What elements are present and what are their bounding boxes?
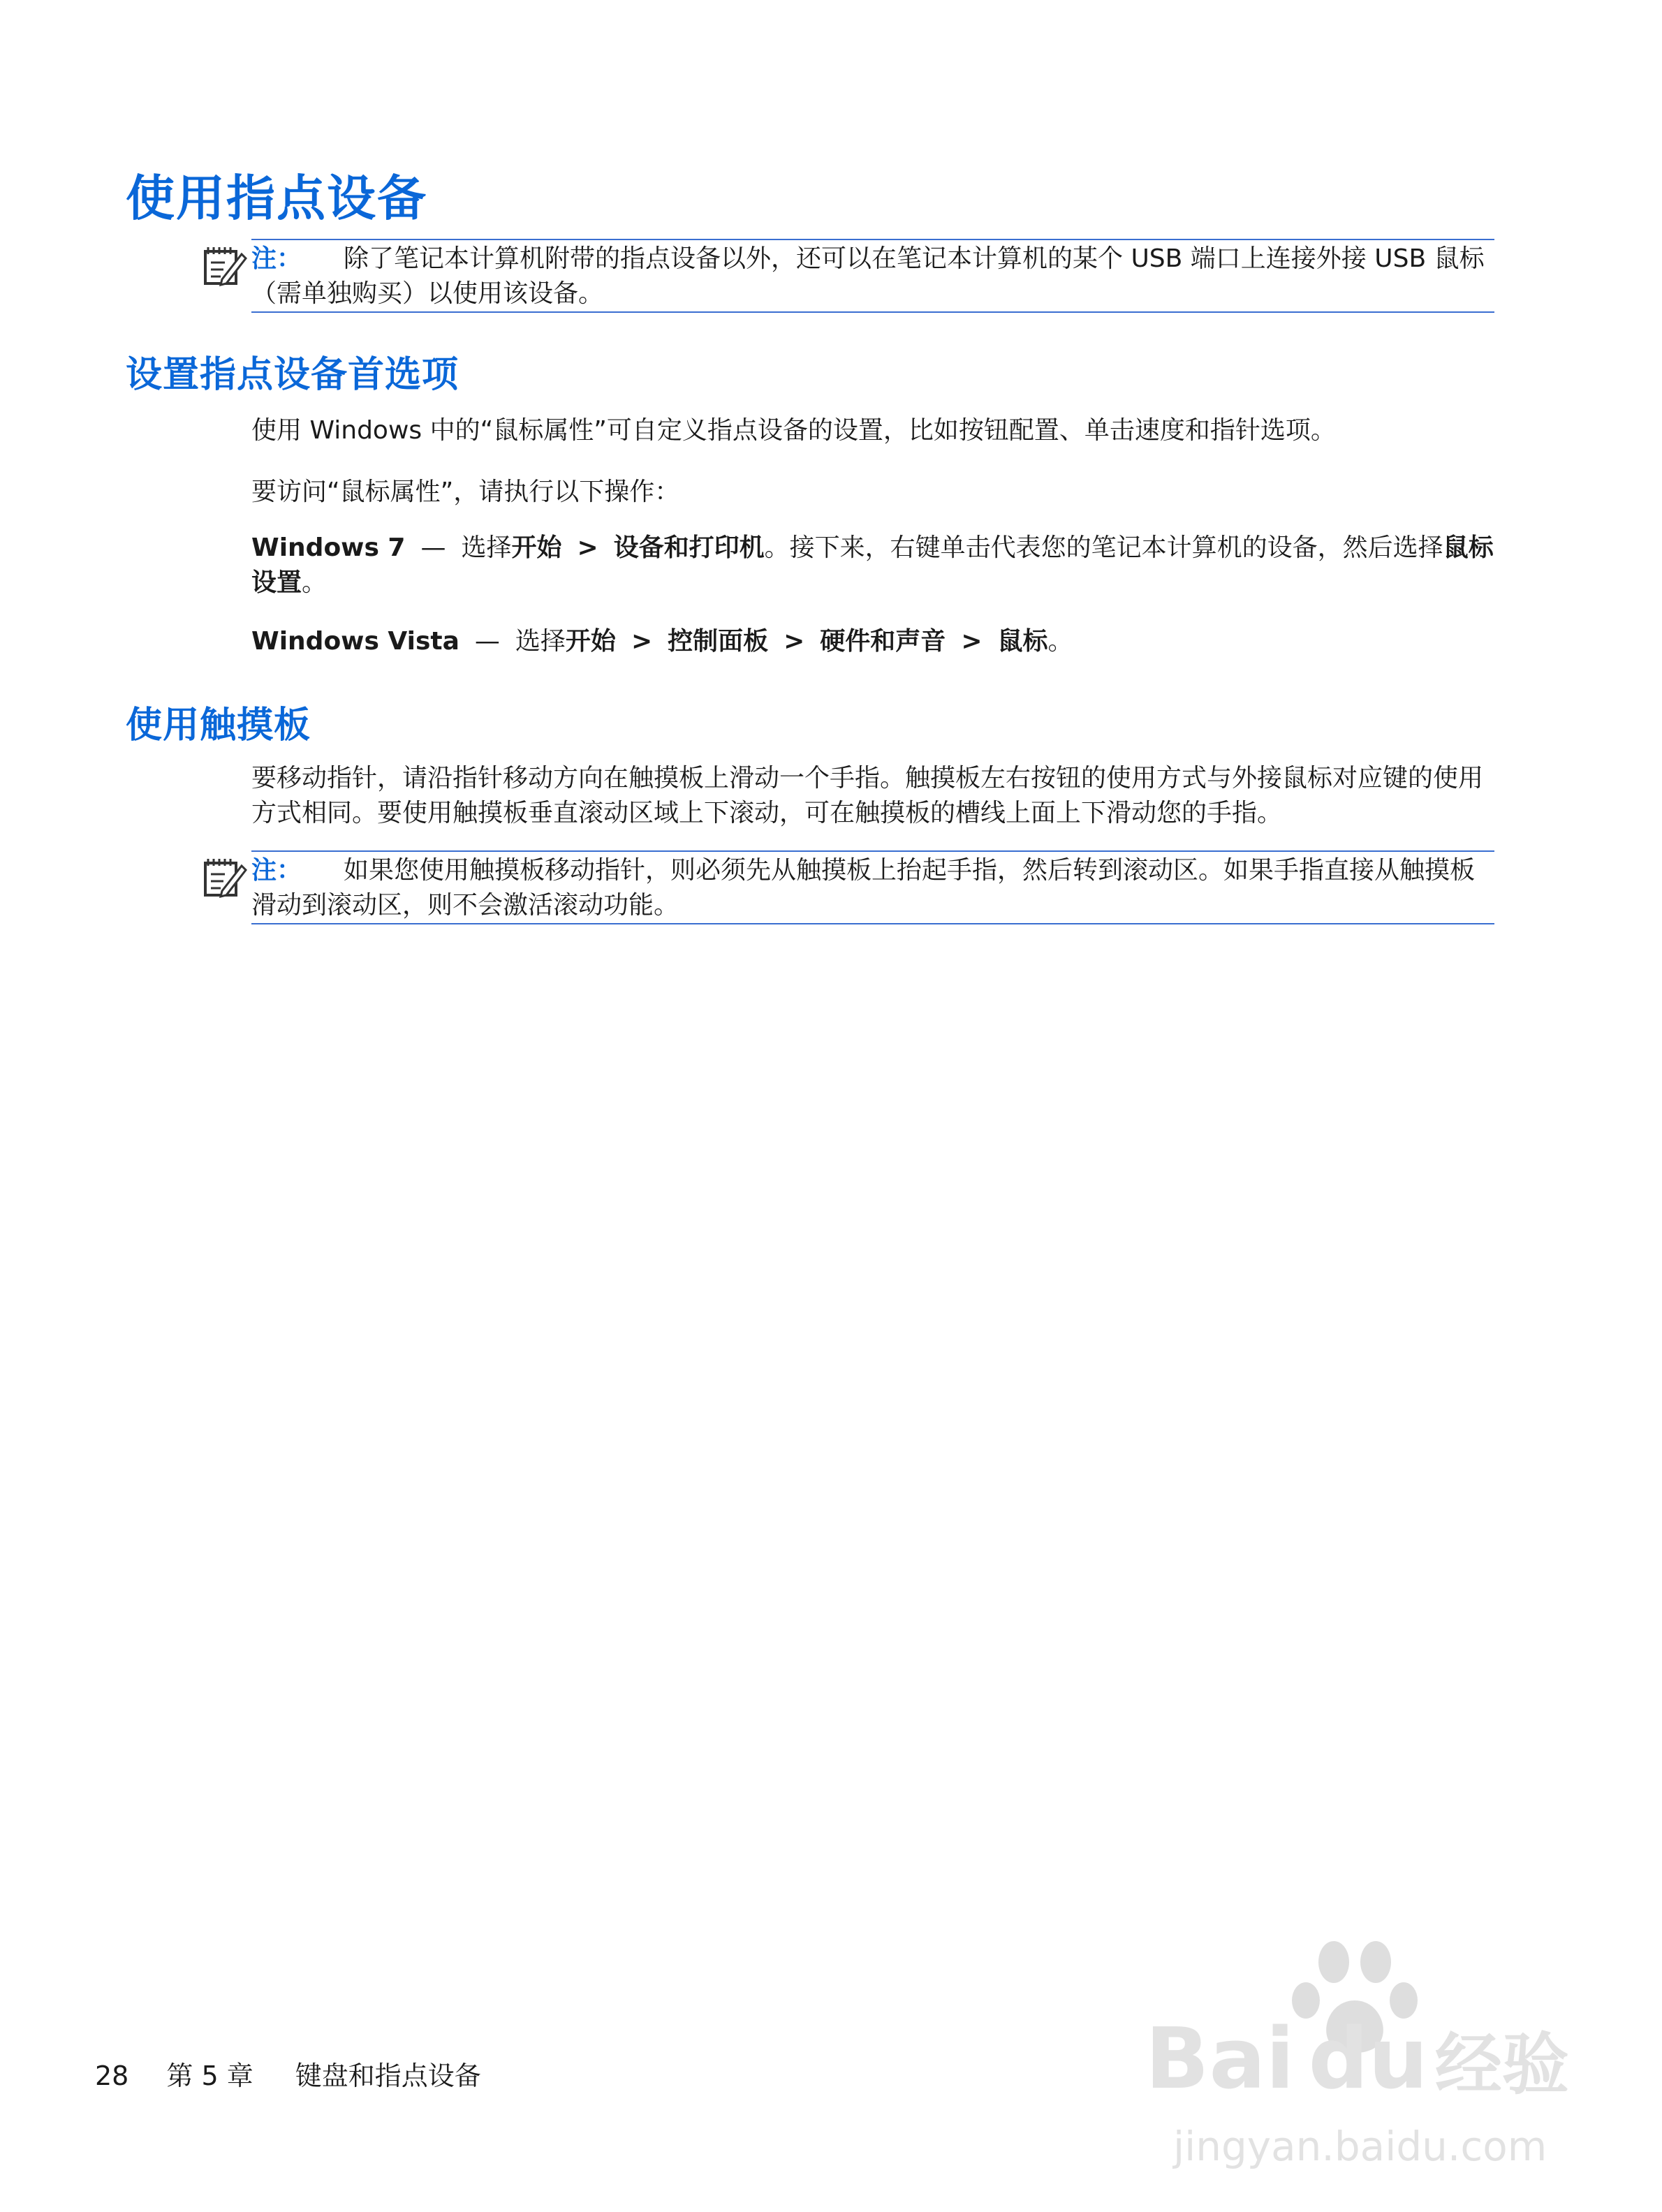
note-label: 注： <box>251 856 302 885</box>
page-number: 28 <box>95 2060 129 2091</box>
paragraph-mouse-properties: 使用 Windows 中的“鼠标属性”可自定义指点设备的设置，比如按钮配置、单击速度和指针选项。 <box>251 416 1336 445</box>
note-bottom-rule <box>251 923 1494 924</box>
note-text-1 <box>251 242 1494 311</box>
choose-text: 选择 <box>515 627 566 656</box>
dash: — <box>420 533 446 562</box>
watermark-brand <box>1145 2011 1569 2108</box>
menu-start: 开始 <box>565 627 616 656</box>
section-heading-preferences: 设置指点设备首选项 <box>126 354 459 396</box>
note-pencil-icon <box>203 856 247 898</box>
page-title: 使用指点设备 <box>126 170 427 227</box>
watermark-url: jingyan.baidu.com <box>1173 2123 1547 2170</box>
menu-arrow: > <box>631 627 653 656</box>
menu-arrow: > <box>784 627 805 656</box>
note-top-rule <box>251 850 1494 852</box>
note-box-2 <box>203 850 1494 927</box>
menu-arrow: > <box>961 627 983 656</box>
note-body: 除了笔记本计算机附带的指点设备以外，还可以在笔记本计算机的某个 USB 端口上连接外接 USB 鼠标（需单独购买）以使用该设备。 <box>251 244 1485 308</box>
section-heading-touchpad: 使用触摸板 <box>126 705 311 746</box>
menu-mouse: 鼠标 <box>997 627 1048 656</box>
os-name: Windows 7 <box>251 533 406 562</box>
menu-hardware-sound: 硬件和声音 <box>820 627 946 656</box>
brand-bai: Bai <box>1145 2011 1295 2108</box>
baidu-jingyan-watermark <box>1145 1934 1569 2199</box>
choose-text: 选择 <box>461 533 512 562</box>
menu-start: 开始 <box>511 533 562 562</box>
chapter-title: 键盘和指点设备 <box>295 2060 481 2091</box>
note-top-rule <box>251 239 1494 240</box>
note-label: 注： <box>251 244 302 273</box>
os-name: Windows Vista <box>251 627 459 656</box>
note-pencil-icon <box>203 244 247 286</box>
period: 。 <box>302 568 328 597</box>
paragraph-access-instructions: 要访问“鼠标属性”，请执行以下操作： <box>251 478 680 506</box>
paragraph-touchpad: 要移动指针，请沿指针移动方向在触摸板上滑动一个手指。触摸板左右按钮的使用方式与外接鼠标对应键的使用方式相同。要使用触摸板垂直滚动区域上下滚动，可在触摸板的槽线上面上下滑动您的手指。 <box>251 764 1484 827</box>
page-footer <box>95 2054 481 2093</box>
note-text-2 <box>251 853 1494 923</box>
paragraph-vista-steps <box>251 624 1494 659</box>
chapter-number: 第 5 章 <box>166 2060 253 2091</box>
note-box-1 <box>203 239 1494 316</box>
dash: — <box>474 627 500 656</box>
menu-devices-printers: 设备和打印机 <box>613 533 765 562</box>
paragraph-windows7-steps <box>251 531 1494 600</box>
menu-arrow: > <box>577 533 598 562</box>
brand-jingyan: 经验 <box>1434 2026 1569 2104</box>
brand-du: du <box>1308 2011 1428 2108</box>
period: 。 <box>1047 627 1073 656</box>
menu-control-panel: 控制面板 <box>668 627 769 656</box>
instruction-text: 。接下来，右键单击代表您的笔记本计算机的设备，然后选择 <box>764 533 1443 562</box>
note-body: 如果您使用触摸板移动指针，则必须先从触摸板上抬起手指，然后转到滚动区。如果手指直接从触摸板滑动到滚动区，则不会激活滚动功能。 <box>251 856 1476 920</box>
menu-mouse-settings: 鼠标设置 <box>251 533 1494 597</box>
note-bottom-rule <box>251 311 1494 313</box>
